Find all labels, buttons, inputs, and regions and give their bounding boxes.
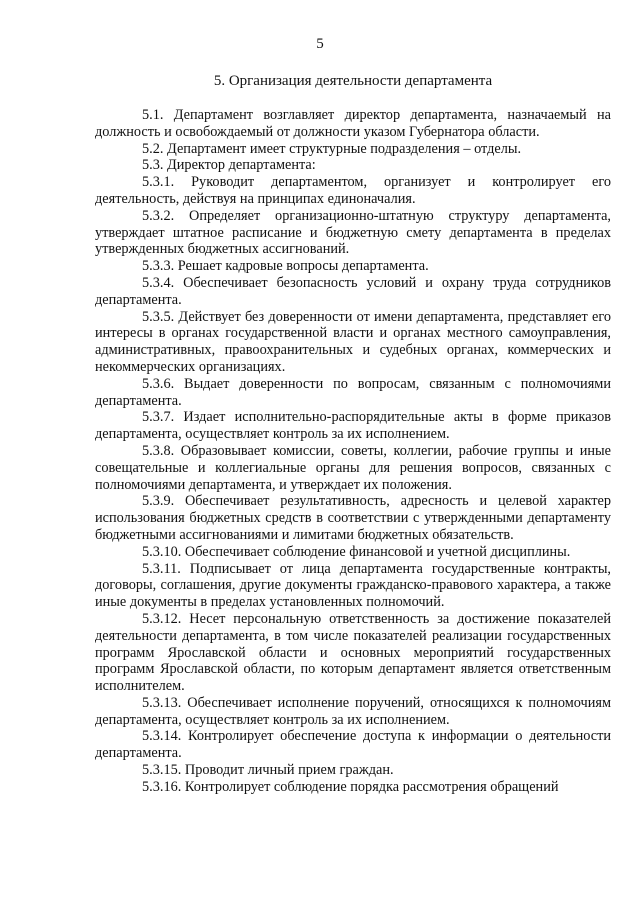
paragraph-5-3-5: 5.3.5. Действует без доверенности от имени департамента, представляет его интересы в органах государственной власти и органах местного самоуправления, административных, правоохранительных и судебных органах, коммерческих и некоммерческих организациях. xyxy=(95,308,611,375)
paragraph-5-3-15: 5.3.15. Проводит личный прием граждан. xyxy=(142,762,394,779)
paragraph-5-1: 5.1. Департамент возглавляет директор департамента, назначаемый на должность и освобождаемый от должности указом Губернатора области. xyxy=(95,107,611,140)
paragraph-5-3-7: 5.3.7. Издает исполнительно-распорядительные акты в форме приказов департамента, осуществляет контроль за их исполнением. xyxy=(95,409,611,443)
paragraph-5-2: 5.2. Департамент имеет структурные подразделения – отделы. xyxy=(142,140,522,157)
section-title: 5. Организация деятельности департамента xyxy=(213,73,493,89)
paragraph-5-3: 5.3. Директор департамента: xyxy=(142,157,316,174)
paragraph-5-3-4: 5.3.4. Обеспечивает безопасность условий и охрану труда сотрудников департамента. xyxy=(95,274,611,308)
paragraph-5-3-13: 5.3.13. Обеспечивает исполнение поручений, относящихся к полномочиям департамента, осуществляет контроль за их исполнением. xyxy=(95,694,611,728)
paragraph-5-3-8: 5.3.8. Образовывает комиссии, советы, коллегии, рабочие группы и иные совещательные и коллегиальные органы для решения вопросов, связанных с полномочиями департамента, и утверждает их положения. xyxy=(95,442,611,493)
paragraph-5-3-11: 5.3.11. Подписывает от лица департамента государственные контракты, договоры, соглашения, другие документы гражданско-правового характера, а также иные документы в пределах установленных полномочий. xyxy=(95,560,611,611)
paragraph-5-3-3: 5.3.3. Решает кадровые вопросы департамента. xyxy=(142,258,429,275)
paragraph-5-3-14: 5.3.14. Контролирует обеспечение доступа к информации о деятельности департамента. xyxy=(95,728,611,762)
paragraph-5-3-2: 5.3.2. Определяет организационно-штатную структуру департамента, утверждает штатное расписание и бюджетную смету департамента в пределах утвержденных бюджетных ассигнований. xyxy=(95,207,611,258)
page-number: 5 xyxy=(316,36,324,52)
paragraph-5-3-1: 5.3.1. Руководит департаментом, организует и контролирует его деятельность, действуя на принципах единоначалия. xyxy=(95,174,611,207)
paragraph-5-3-10: 5.3.10. Обеспечивает соблюдение финансовой и учетной дисциплины. xyxy=(142,543,571,560)
paragraph-5-3-6: 5.3.6. Выдает доверенности по вопросам, связанным с полномочиями департамента. xyxy=(95,375,611,409)
document-body xyxy=(95,107,611,796)
paragraph-5-3-16: 5.3.16. Контролирует соблюдение порядка рассмотрения обращений xyxy=(142,778,559,795)
paragraph-5-3-12: 5.3.12. Несет персональную ответственность за достижение показателей деятельности департамента, в том числе показателей реализации государственных программ Ярославской области и основных мероприятий государственных программ Ярославской области, по которым департамент является ответственным исполнителем. xyxy=(95,610,611,695)
paragraph-5-3-9: 5.3.9. Обеспечивает результативность, адресность и целевой характер использования бюджетных средств в соответствии с утвержденными департаменту бюджетными ассигнованиями и лимитами бюджетных обязательств. xyxy=(95,493,611,543)
